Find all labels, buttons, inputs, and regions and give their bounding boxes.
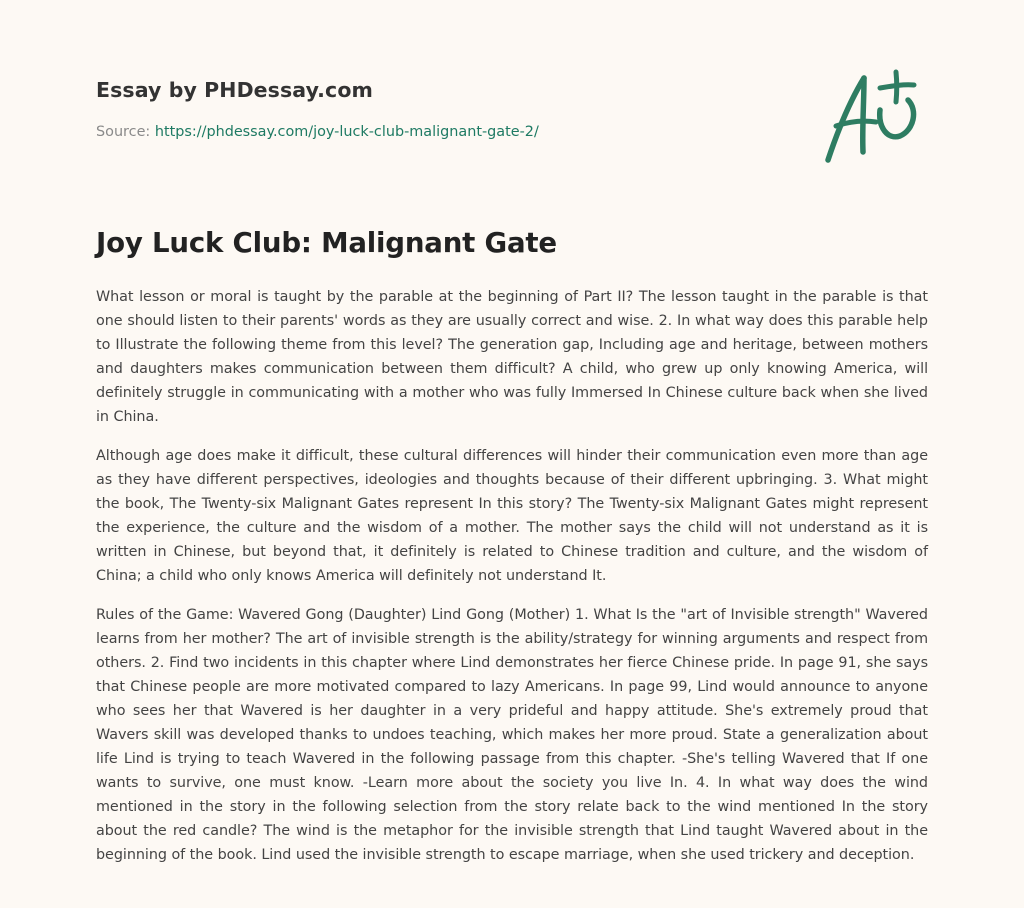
site-brand: Essay by PHDessay.com xyxy=(96,78,373,102)
a-plus-logo-icon xyxy=(818,66,930,166)
source-link[interactable]: https://phdessay.com/joy-luck-club-malignant-gate-2/ xyxy=(154,124,539,140)
paragraph: Although age does make it difficult, these cultural differences will hinder their communication even more than age as they have different perspectives, ideologies and thoughts because of their different upbringing. 3. What might the book, The Twenty-six Malignant Gates represent In this story? The Twenty-six Malignant Gates might represent the experience, the culture and the wisdom of a mother. The mother says the child will not understand as it is written in Chinese, but beyond that, it definitely is related to Chinese tradition and culture, and the wisdom of China; a child who only knows America will definitely not understand It. xyxy=(96,448,928,584)
source-label: Source: xyxy=(96,124,155,140)
page-title: Joy Luck Club: Malignant Gate xyxy=(96,226,557,259)
article-body xyxy=(96,285,928,882)
paragraph: Rules of the Game: Wavered Gong (Daughter) Lind Gong (Mother) 1. What Is the "art of Invisible strength" Wavered learns from her mother? The art of invisible strength is the ability/strategy for winning arguments and respect from others. 2. Find two incidents in this chapter where Lind demonstrates her fierce Chinese pride. In page 91, she says that Chinese people are more motivated compared to lazy Americans. In page 99, Lind would announce to anyone who sees her that Wavered is her daughter in a very prideful and happy attitude. She's extremely proud that Wavers skill was developed thanks to undoes teaching, which makes her more proud. State a generalization about life Lind is trying to teach Wavered in the following passage from this chapter. -She's telling Wavered that If one wants to survive, one must know. -Learn more about the society you live In. 4. In what way does the wind mentioned in the story in the following selection from the story relate back to the wind mentioned In the story about the red candle? The wind is the metaphor for the invisible strength that Lind taught Wavered about in the beginning of the book. Lind used the invisible strength to escape marriage, when she used trickery and deception. xyxy=(96,607,928,863)
source-line xyxy=(96,124,539,140)
paragraph: What lesson or moral is taught by the parable at the beginning of Part II? The lesson taught in the parable is that one should listen to their parents' words as they are usually correct and wise. 2. In what way does this parable help to Illustrate the following theme from this level? The generation gap, Including age and heritage, between mothers and daughters makes communication between them difficult? A child, who grew up only knowing America, will definitely struggle in communicating with a mother who was fully Immersed In Chinese culture back when she lived in China. xyxy=(96,289,928,425)
